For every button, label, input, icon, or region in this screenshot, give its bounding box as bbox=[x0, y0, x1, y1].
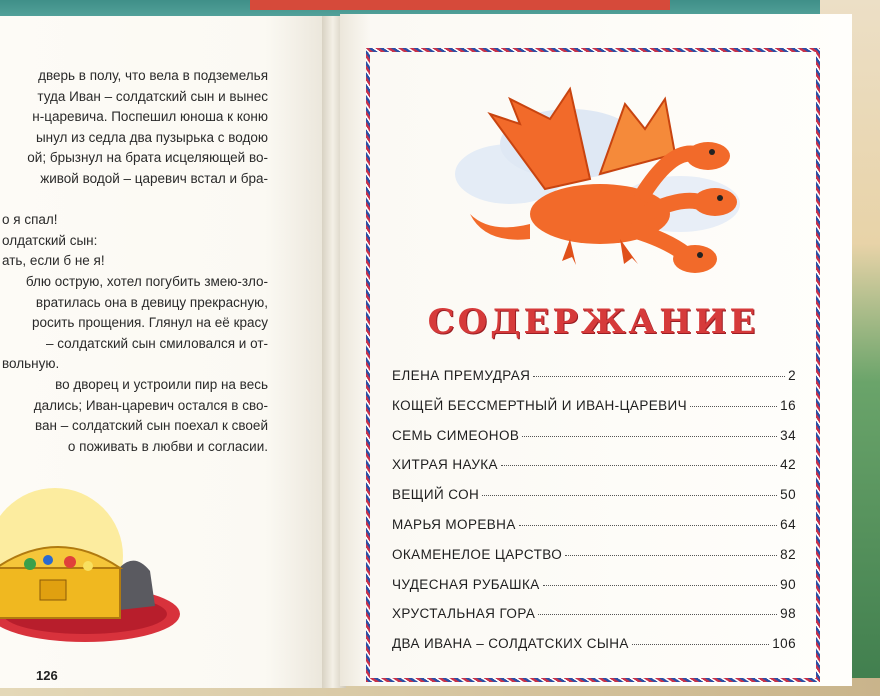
toc-entry[interactable] bbox=[392, 368, 796, 398]
toc-entry-title: СЕМЬ СИМЕОНОВ bbox=[392, 427, 520, 443]
toc-entry[interactable] bbox=[392, 636, 796, 666]
toc-entry[interactable] bbox=[392, 547, 796, 577]
page-title: СОДЕРЖАНИЕ bbox=[427, 302, 759, 342]
toc-entry[interactable] bbox=[392, 398, 796, 428]
left-page bbox=[0, 16, 332, 688]
toc-entry-page: 16 bbox=[780, 397, 796, 413]
toc-entry-page: 106 bbox=[772, 636, 796, 652]
right-page bbox=[340, 14, 852, 686]
toc-entry-title: ДВА ИВАНА – СОЛДАТСКИХ СЫНА bbox=[392, 636, 629, 652]
toc-entry-title: МАРЬЯ МОРЕВНА bbox=[392, 516, 516, 532]
text-line: ынул из седла два пузырька с водою bbox=[35, 129, 268, 145]
text-line: туда Иван – солдатский сын и вынес bbox=[37, 88, 268, 104]
toc-entry[interactable] bbox=[392, 577, 796, 607]
text-line: – солдатский сын смиловался и от- bbox=[45, 335, 268, 351]
toc-entry-title: КОЩЕЙ БЕССМЕРТНЫЙ И ИВАН-ЦАРЕВИЧ bbox=[392, 397, 688, 413]
treasure-chest-illustration bbox=[0, 486, 190, 646]
open-book bbox=[0, 8, 868, 688]
toc-entry-page: 90 bbox=[780, 576, 796, 592]
dragon-illustration bbox=[450, 84, 750, 294]
text-line: живой водой – царевич встал и бра- bbox=[40, 170, 268, 186]
text-line: вольную. bbox=[2, 356, 60, 372]
text-line: росить прощения. Глянул на её красу bbox=[31, 315, 268, 331]
text-line: ать, если б не я! bbox=[2, 253, 105, 269]
leader-dots bbox=[519, 525, 777, 526]
toc-entry-title: ЕЛЕНА ПРЕМУДРАЯ bbox=[392, 368, 531, 383]
toc-entry-title: ЧУДЕСНАЯ РУБАШКА bbox=[392, 576, 540, 592]
toc-entry-title: ВЕЩИЙ СОН bbox=[392, 487, 480, 503]
text-line: о поживать в любви и согласии. bbox=[67, 438, 268, 454]
text-line: вратилась она в девицу прекрасную, bbox=[35, 294, 268, 310]
text-line: олдатский сын: bbox=[2, 232, 98, 248]
text-line: во дворец и устроили пир на весь bbox=[55, 376, 268, 392]
toc-entry-title: ХИТРАЯ НАУКА bbox=[392, 457, 498, 473]
leader-dots bbox=[501, 465, 777, 466]
toc-entry[interactable] bbox=[392, 517, 796, 547]
toc-entry-page: 2 bbox=[788, 368, 796, 383]
toc-entry[interactable] bbox=[392, 428, 796, 458]
leader-dots bbox=[565, 555, 777, 556]
leader-dots bbox=[690, 406, 777, 407]
text-line: дались; Иван-царевич остался в сво- bbox=[33, 397, 268, 413]
leader-dots bbox=[522, 436, 777, 437]
toc-entry-page: 82 bbox=[780, 546, 796, 562]
leader-dots bbox=[538, 614, 777, 615]
leader-dots bbox=[482, 495, 777, 496]
toc-entry-title: ХРУСТАЛЬНАЯ ГОРА bbox=[392, 606, 536, 622]
text-line: блю острую, хотел погубить змею-зло- bbox=[25, 273, 268, 289]
toc-entry-title: ОКАМЕНЕЛОЕ ЦАРСТВО bbox=[392, 546, 563, 562]
leader-dots bbox=[533, 376, 785, 377]
leader-dots bbox=[632, 644, 769, 645]
left-page-text bbox=[0, 66, 280, 457]
toc-entry-page: 34 bbox=[780, 427, 796, 443]
toc-entry[interactable] bbox=[392, 457, 796, 487]
text-line: ой; брызнул на брата исцеляющей во- bbox=[27, 150, 268, 166]
leader-dots bbox=[543, 585, 778, 586]
toc-entry-page: 42 bbox=[780, 457, 796, 473]
text-line: дверь в полу, что вела в подземелья bbox=[38, 68, 268, 83]
toc-entry[interactable] bbox=[392, 487, 796, 517]
text-line bbox=[0, 190, 280, 211]
page-number: 126 bbox=[36, 668, 58, 683]
toc-entry-page: 50 bbox=[780, 487, 796, 503]
toc-entry[interactable] bbox=[392, 606, 796, 636]
text-line: о я спал! bbox=[2, 212, 58, 228]
toc-entry-page: 64 bbox=[780, 516, 796, 532]
text-line: н-царевича. Поспешил юноша к коню bbox=[32, 109, 268, 125]
table-of-contents bbox=[392, 368, 796, 666]
text-line: ван – солдатский сын поехал к своей bbox=[34, 418, 268, 434]
toc-entry-page: 98 bbox=[780, 606, 796, 622]
